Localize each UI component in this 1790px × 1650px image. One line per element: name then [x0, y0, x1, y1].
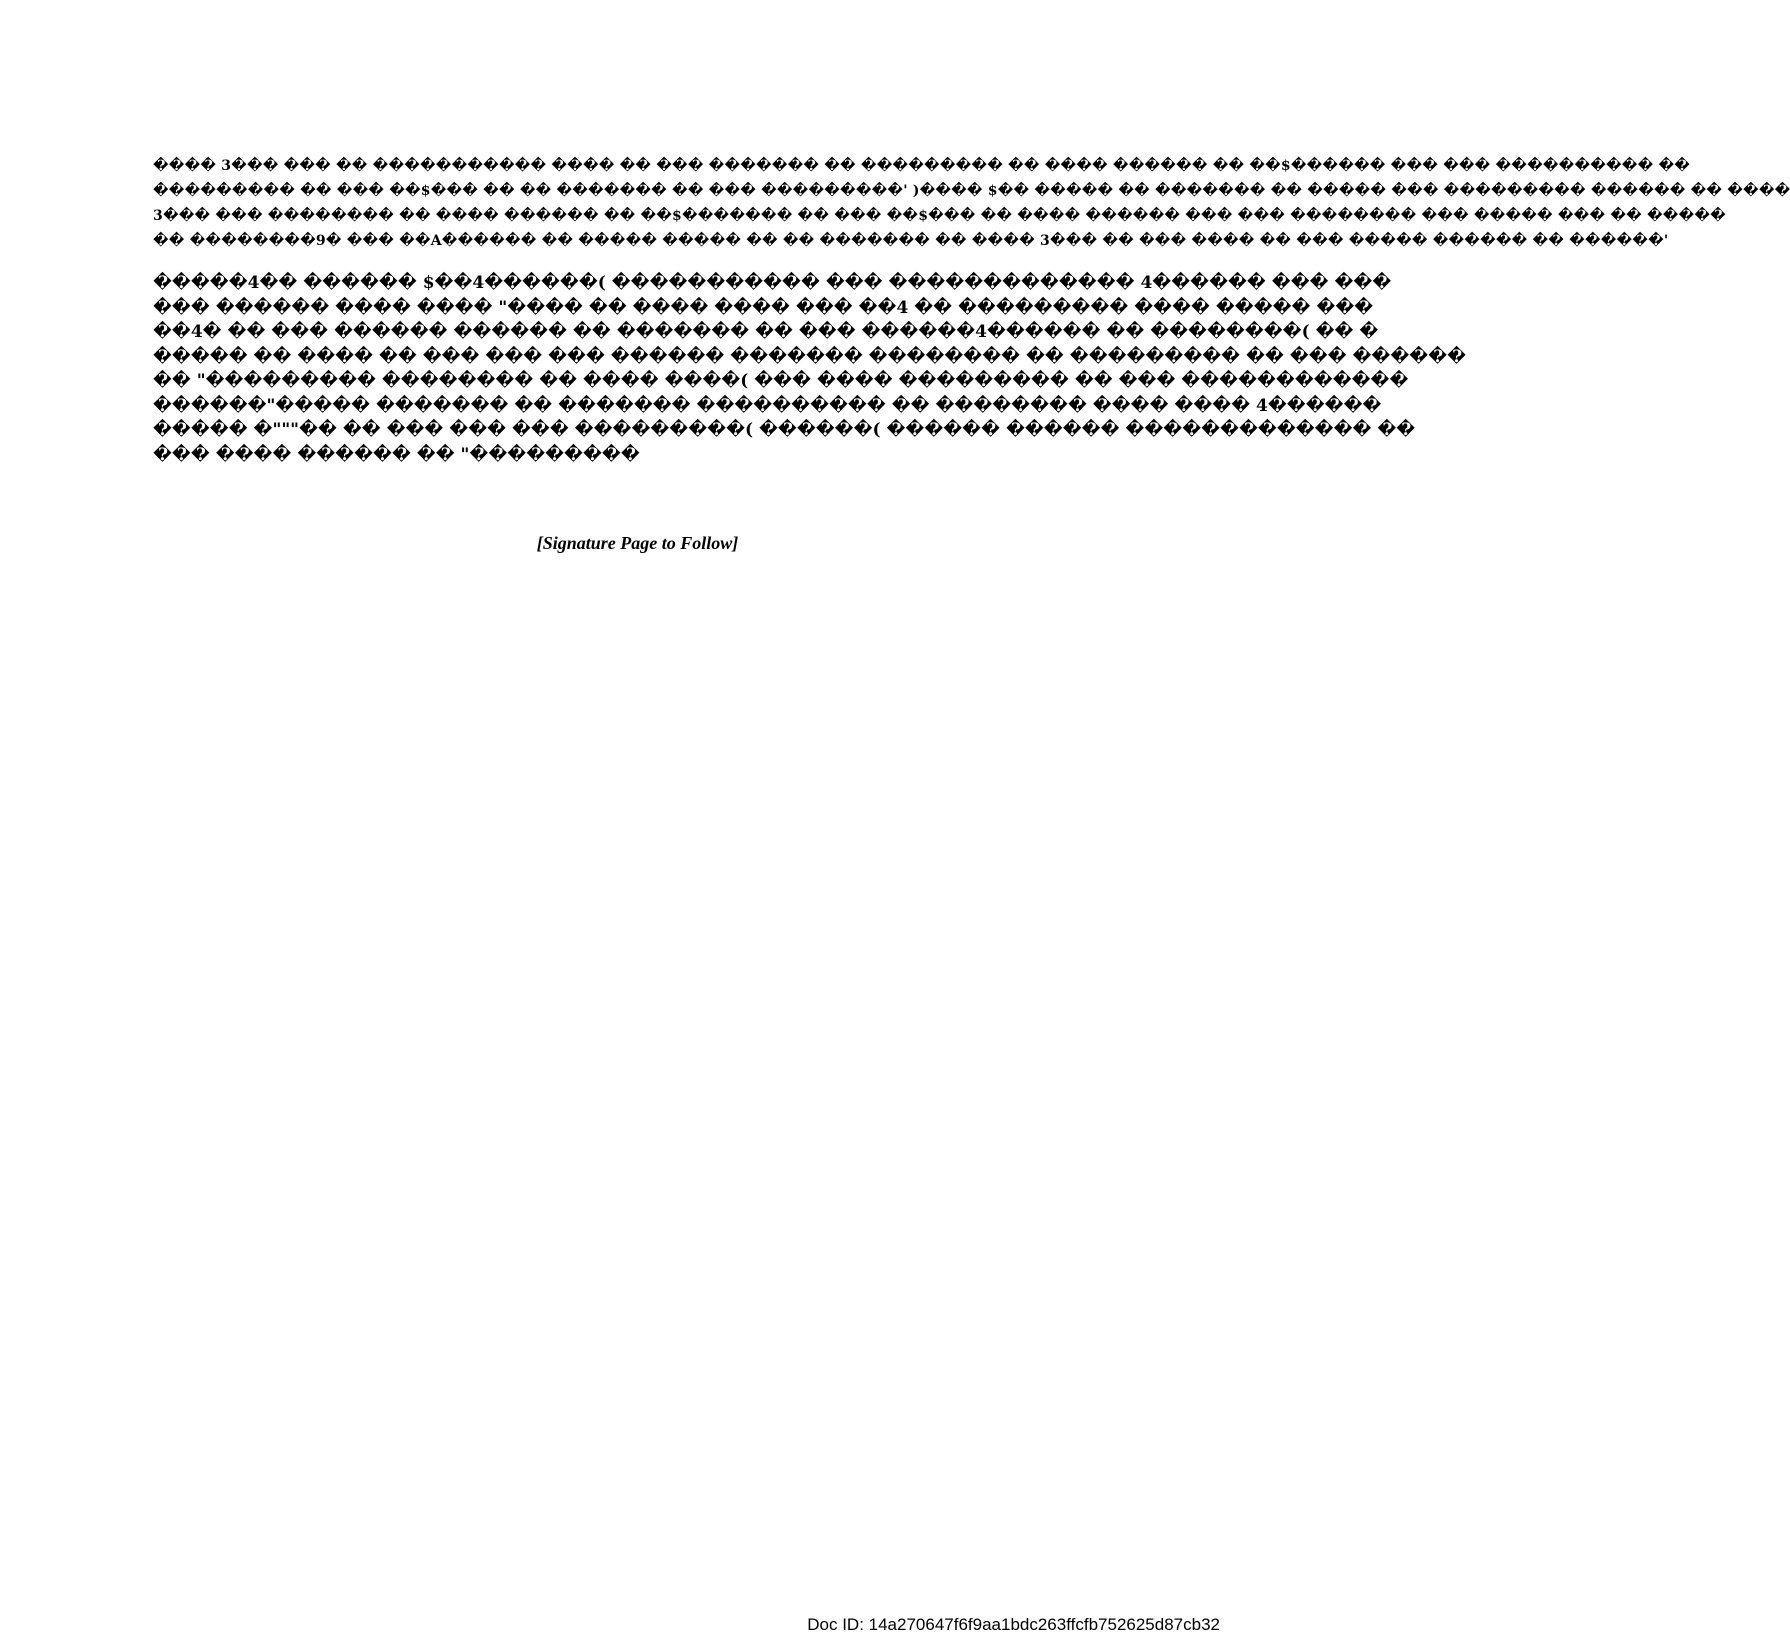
paragraph-2-line: �� "��������� �������� �� ���� ����( ��� ���� ��������� �� ��� ������������: [153, 371, 1409, 391]
paragraph-1: [153, 154, 1790, 254]
paragraph-2-line: ����� �"""�� �� ��� ��� ��� ���������( ������( ������ ������ ������������� ��: [153, 420, 1416, 440]
paragraph-2-line: �����4�� ������ $��4������( ����������� ��� ������������� 4������ ��� ���: [153, 273, 1392, 293]
paragraph-2-line: ������"����� ������� �� ������� ���������� �� �������� ���� ���� 4������: [153, 395, 1382, 416]
paragraph-2-line: ����� �� ���� �� ��� ��� ��� ������ ������� �������� �� ��������� �� ��� ������: [153, 346, 1467, 367]
paragraph-2-line: ��4� �� ��� ������ ������ �� ������� �� ��� ������4������ �� ��������( �� �: [153, 322, 1379, 342]
paragraph-2-line: ��� ������ ���� ���� "���� �� ���� ���� ��� ��4 �� ��������� ���� ����� ���: [153, 297, 1374, 318]
paragraph-1-line: ��������� �� ��� ��$��� �� �� ������� �� ��� ���������' )���� $�� ����� �� ������� �� ����� ��� ��������� ������ �� ����: [153, 183, 1790, 199]
paragraph-2: [153, 271, 1467, 467]
paragraph-1-line: �� ��������9� ��� ��A������ �� ����� ����� �� �� ������� �� ���� 3��� �� ��� ���� �� ��� ����� ������ �� ������': [153, 233, 1669, 249]
paragraph-1-line: ���� 3��� ��� �� ����������� ���� �� ��� ������� �� ��������� �� ���� ������ �� ��$������ ��� ��� ���������� ��: [153, 158, 1691, 174]
paragraph-2-line: ��� ���� ������ �� "���������: [153, 444, 640, 465]
paragraph-1-line: 3��� ��� �������� �� ���� ������ �� ��$������� �� ��� ��$��� �� ���� ������ ��� ��� �������� ��� ����� ��� �� �����: [153, 208, 1726, 224]
document-id-footer: Doc ID: 14a270647f6f9aa1bdc263ffcfb752625d87cb32: [807, 1615, 1220, 1634]
signature-page-note: [Signature Page to Follow]: [536, 533, 739, 553]
